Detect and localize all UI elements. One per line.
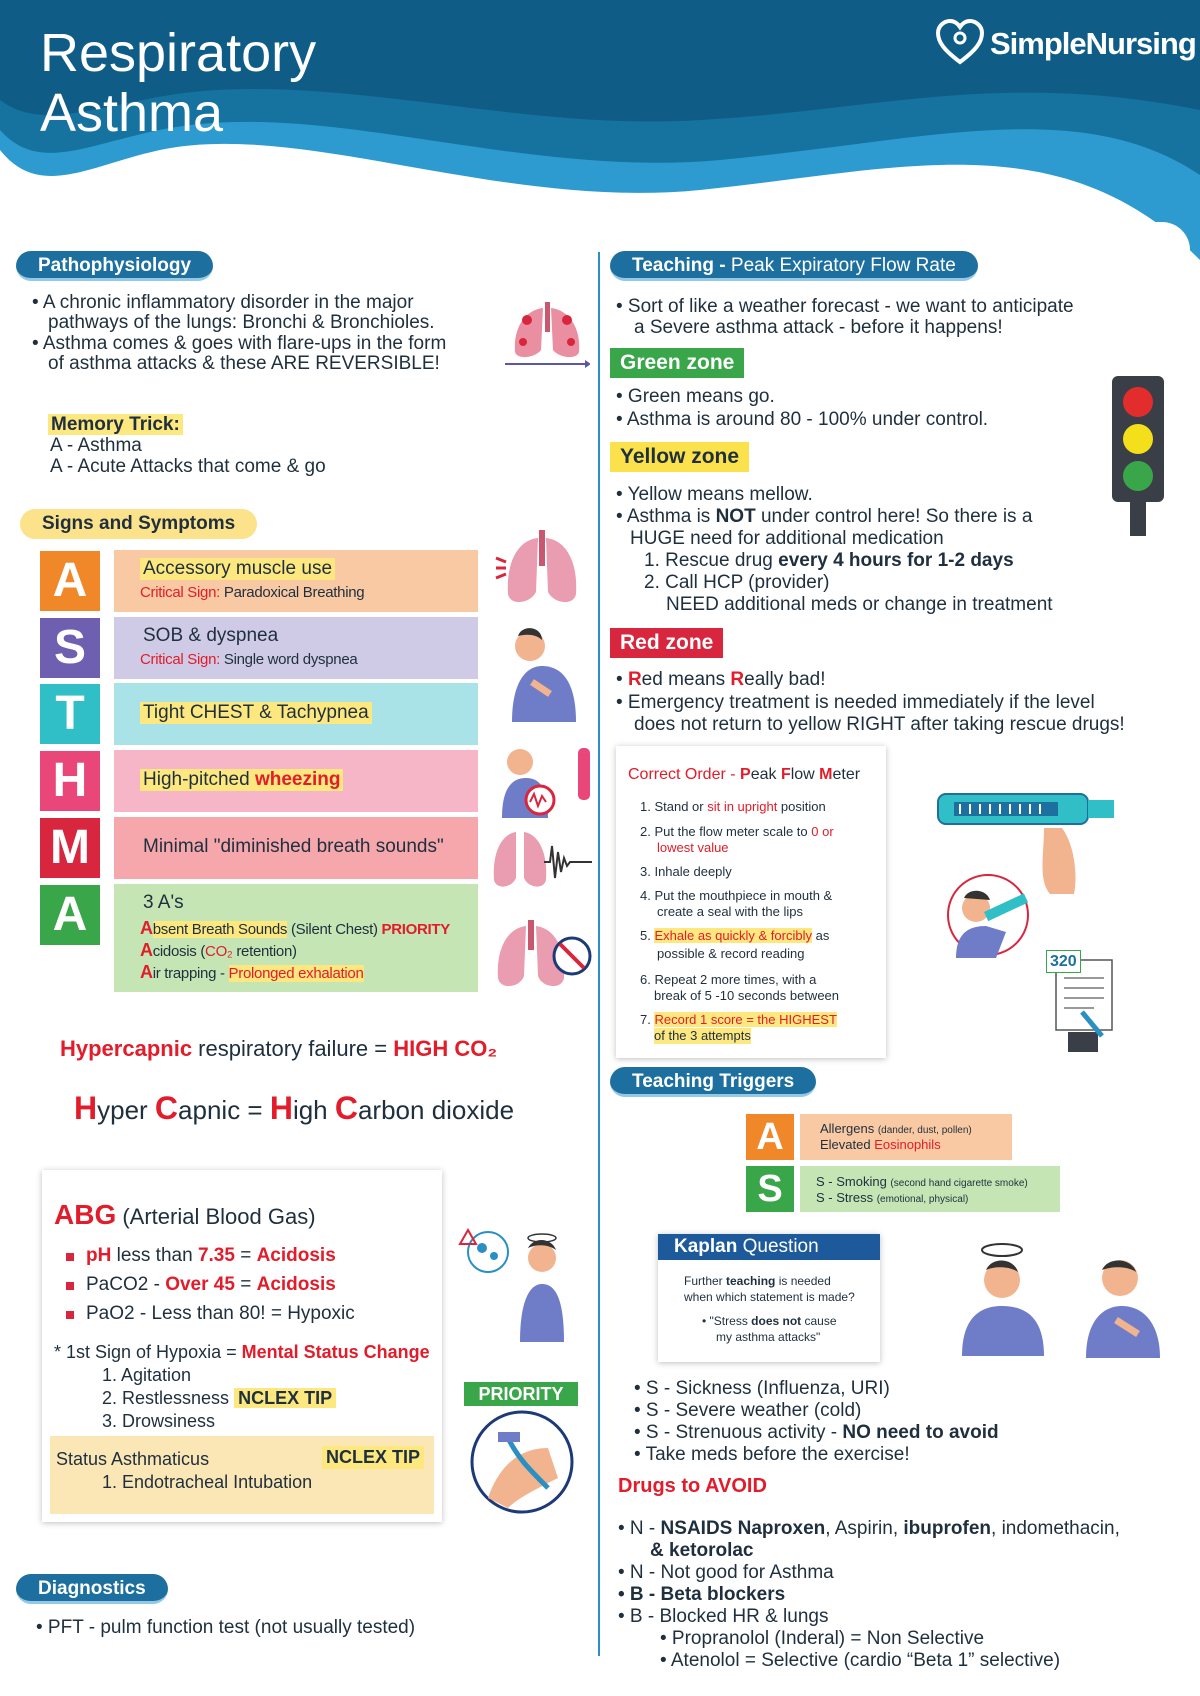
a3-retention: retention) bbox=[232, 943, 297, 960]
sign-row-3as bbox=[114, 884, 478, 992]
lungs-air-trapping-icon bbox=[490, 920, 594, 996]
smoking-detail: (second hand cigarette smoke) bbox=[890, 1178, 1028, 1189]
sign-main-wheezing: High-pitched bbox=[143, 769, 255, 790]
yellow-b2-a: • Asthma is bbox=[616, 506, 716, 527]
status-step-1: 1. Endotracheal Intubation bbox=[102, 1472, 313, 1492]
kaplan-header bbox=[658, 1234, 880, 1260]
k3-a: "Stress bbox=[709, 1314, 752, 1328]
hypoxia-person-icon bbox=[458, 1224, 582, 1342]
score-reading: 320 bbox=[1046, 950, 1081, 973]
critical-sign-text: Single word dyspnea bbox=[220, 651, 358, 668]
teaching-heading-b: Peak Expiratory Flow Rate bbox=[730, 255, 956, 276]
brand-logo: SimpleNursing bbox=[990, 26, 1196, 61]
patho-bullet-1b: pathways of the lungs: Bronchi & Bronchioles. bbox=[48, 312, 435, 333]
green-zone-label: Green zone bbox=[610, 348, 744, 378]
no-need-to-avoid: NO need to avoid bbox=[842, 1422, 999, 1443]
red-b1-c: ed means bbox=[641, 669, 731, 690]
order-title-m: M bbox=[819, 766, 833, 783]
yellow-b4-b: every 4 hours for 1-2 days bbox=[778, 550, 1014, 571]
asthma-letter-h: H bbox=[40, 751, 100, 811]
abg-pao2: PaO2 - Less than 80! = Hypoxic bbox=[86, 1303, 355, 1324]
asthma-letter-a2: A bbox=[40, 885, 100, 945]
red-b1-r: R bbox=[627, 669, 642, 690]
sign-row-wheezing bbox=[114, 750, 478, 812]
order-s2-c: lowest value bbox=[657, 840, 729, 855]
asthma-letter-t: T bbox=[40, 684, 100, 744]
order-title-low: low bbox=[790, 766, 820, 783]
page-subtitle: Asthma bbox=[40, 83, 224, 143]
mnemonic-c: C bbox=[154, 1090, 179, 1126]
order-s2-a: 2. Put the flow meter scale to bbox=[640, 824, 812, 839]
hypoxia-first-sign: * 1st Sign of Hypoxia = bbox=[54, 1342, 242, 1362]
order-s1-a: 1. Stand or bbox=[640, 799, 708, 814]
k2: when which statement is made? bbox=[684, 1290, 855, 1304]
abg-over45: Over 45 bbox=[165, 1274, 235, 1295]
order-s1-c: position bbox=[777, 799, 826, 814]
a3-air-trapping: ir trapping - bbox=[152, 965, 229, 982]
yellow-b5: 2. Call HCP (provider) bbox=[644, 572, 830, 593]
resp-failure-text: respiratory failure = bbox=[192, 1036, 394, 1061]
allergens: Allergens bbox=[820, 1121, 878, 1136]
mnemonic-apnic: apnic = bbox=[178, 1095, 270, 1125]
k1-b: teaching bbox=[726, 1274, 776, 1288]
a3-acidosis: cidosis bbox=[152, 943, 201, 960]
k3-b: does not bbox=[751, 1314, 802, 1328]
bullet-square bbox=[66, 1282, 74, 1290]
drug-n1-prefix: • N - bbox=[618, 1518, 661, 1539]
lungs-accessory-icon bbox=[492, 528, 592, 618]
drug-n2: • N - Not good for Asthma bbox=[618, 1562, 834, 1583]
order-s2-b: 0 or bbox=[811, 824, 834, 839]
order-s4-b: create a seal with the lips bbox=[657, 904, 803, 919]
bullet-square bbox=[66, 1253, 74, 1261]
teaching-intro-1: • Sort of like a weather forecast - we want to anticipate bbox=[616, 296, 1074, 317]
hypercapnic-word: Hypercapnic bbox=[60, 1036, 193, 1061]
mnemonic-h2: H bbox=[269, 1090, 293, 1126]
question-word: Question bbox=[737, 1236, 819, 1257]
priority-label: PRIORITY bbox=[381, 921, 450, 938]
lungs-diminished-icon bbox=[488, 826, 594, 896]
sign-main-accessory: Accessory muscle use bbox=[140, 558, 335, 580]
red-zone-label: Red zone bbox=[610, 628, 723, 658]
mnemonic-h: H bbox=[74, 1090, 98, 1126]
diagnostics-heading: Diagnostics bbox=[16, 1574, 168, 1604]
patho-bullet-2a: • Asthma comes & goes with flare-ups in the form bbox=[32, 333, 447, 354]
order-s4-a: 4. Put the mouthpiece in mouth & bbox=[640, 888, 833, 903]
drug-ketorolac: & ketorolac bbox=[650, 1540, 754, 1561]
pathophysiology-heading: Pathophysiology bbox=[16, 251, 213, 281]
person-dyspnea-icon bbox=[496, 622, 588, 722]
order-title-p: P bbox=[740, 766, 751, 783]
yellow-bullet-1: • Yellow means mellow. bbox=[616, 484, 813, 505]
green-bullet-2: • Asthma is around 80 - 100% under control. bbox=[616, 409, 989, 430]
allergens-detail: (dander, dust, pollen) bbox=[877, 1125, 972, 1136]
abg-ph: pH bbox=[86, 1245, 112, 1266]
abg-ph-less: less than bbox=[111, 1245, 198, 1266]
eosinophils: Eosinophils bbox=[874, 1137, 941, 1152]
yellow-b3: HUGE need for additional medication bbox=[630, 528, 944, 549]
yellow-b6: NEED additional meds or change in treatment bbox=[666, 594, 1053, 615]
yellow-b2-c: under control here! So there is a bbox=[755, 506, 1033, 527]
stressed-person-icon bbox=[952, 1240, 1058, 1356]
person-wheezing-icon bbox=[496, 744, 596, 818]
abg-equals: = bbox=[234, 1245, 257, 1266]
trigger-weather: • S - Severe weather (cold) bbox=[634, 1400, 862, 1421]
mnemonic-yper: yper bbox=[97, 1095, 155, 1125]
abg-acidosis-1: Acidosis bbox=[256, 1245, 336, 1266]
order-s1-b: sit in upright bbox=[707, 799, 778, 814]
patho-bullet-1a: • A chronic inflammatory disorder in the major bbox=[32, 292, 414, 313]
signs-symptoms-heading: Signs and Symptoms bbox=[20, 509, 257, 539]
hypoxia-step-2: 2. Restlessness bbox=[102, 1388, 230, 1408]
trigger-letter-s: S bbox=[746, 1166, 794, 1212]
red-b1-a: • bbox=[616, 669, 628, 690]
order-title-eak: eak bbox=[750, 766, 781, 783]
status-asthmaticus-label: Status Asthmaticus bbox=[56, 1449, 210, 1469]
red-b1-r2: R bbox=[730, 669, 745, 690]
yellow-zone-label: Yellow zone bbox=[610, 442, 749, 472]
stress-detail: (emotional, physical) bbox=[876, 1194, 969, 1205]
order-s7-a: Record 1 score = the HIGHEST bbox=[654, 1012, 837, 1027]
page-title: Respiratory bbox=[40, 23, 317, 83]
order-title-eter: eter bbox=[832, 766, 861, 783]
wheezing-word: wheezing bbox=[254, 769, 341, 790]
sign-main-tight-chest: Tight CHEST & Tachypnea bbox=[140, 702, 372, 724]
teaching-triggers-heading: Teaching Triggers bbox=[610, 1067, 816, 1097]
order-s7-b: of the 3 attempts bbox=[654, 1028, 751, 1043]
stress: S - Stress bbox=[816, 1190, 877, 1205]
trigger-strenuous: • S - Strenuous activity - bbox=[634, 1422, 843, 1443]
sign-row-accessory bbox=[114, 550, 478, 612]
drug-indomethacin: , indomethacin, bbox=[991, 1518, 1120, 1539]
stethoscope-heart-icon bbox=[934, 18, 986, 66]
teaching-heading-a: Teaching - bbox=[632, 255, 731, 276]
sign-main-sob: SOB & dyspnea bbox=[143, 625, 279, 646]
memory-trick-label: Memory Trick: bbox=[48, 414, 183, 435]
memory-line-2: A - Acute Attacks that come & go bbox=[50, 456, 326, 477]
a3-absent: bsent Breath Sounds bbox=[152, 921, 288, 938]
teaching-intro-2: a Severe asthma attack - before it happens! bbox=[634, 317, 1003, 338]
intubation-icon bbox=[468, 1408, 576, 1516]
mental-status-change: Mental Status Change bbox=[241, 1342, 430, 1362]
k1-c: is needed bbox=[775, 1274, 831, 1288]
sign-main-3as: 3 A's bbox=[143, 892, 184, 913]
lungs-icon bbox=[505, 300, 590, 370]
asthma-letter-a1: A bbox=[40, 551, 100, 611]
person-blowing-icon bbox=[946, 872, 1036, 958]
order-s6-a: 6. Repeat 2 more times, with a bbox=[640, 972, 817, 987]
yellow-b2-not: NOT bbox=[715, 506, 756, 527]
coughing-person-icon bbox=[1080, 1248, 1170, 1358]
abg-ph-value: 7.35 bbox=[197, 1245, 235, 1266]
nclex-tip-badge: NCLEX TIP bbox=[234, 1388, 336, 1408]
sign-row-minimal bbox=[114, 817, 478, 879]
trigger-letter-a: A bbox=[746, 1114, 794, 1160]
order-s6-b: break of 5 -10 seconds between bbox=[654, 988, 840, 1003]
abg-acidosis-2: Acidosis bbox=[256, 1274, 336, 1295]
drugs-to-avoid-heading: Drugs to AVOID bbox=[618, 1475, 767, 1497]
asthma-letter-m: M bbox=[40, 818, 100, 878]
kaplan-word: Kaplan bbox=[674, 1236, 738, 1257]
nclex-tip-badge-2: NCLEX TIP bbox=[322, 1446, 424, 1469]
k-bullet: • bbox=[702, 1314, 710, 1328]
drug-nsaids: NSAIDS Naproxen bbox=[660, 1518, 826, 1539]
memory-line-1: A - Asthma bbox=[50, 435, 142, 456]
critical-sign-label: Critical Sign: bbox=[140, 651, 220, 668]
order-title-f: F bbox=[780, 766, 791, 783]
red-b2: • Emergency treatment is needed immediately if the level bbox=[616, 692, 1095, 713]
elevated: Elevated bbox=[820, 1137, 875, 1152]
mnemonic-arbon: arbon dioxide bbox=[357, 1095, 515, 1125]
order-s5-c: possible & record reading bbox=[657, 946, 805, 961]
k4: my asthma attacks" bbox=[716, 1330, 821, 1344]
traffic-light-icon bbox=[1108, 376, 1168, 536]
a3-co2: CO₂ bbox=[205, 943, 233, 960]
sign-row-sob bbox=[114, 617, 478, 679]
drug-propranolol: • Propranolol (Inderal) = Non Selective bbox=[660, 1628, 985, 1649]
priority-badge: PRIORITY bbox=[464, 1382, 578, 1406]
red-b3: does not return to yellow RIGHT after taking rescue drugs! bbox=[634, 714, 1125, 735]
hypoxia-step-1: 1. Agitation bbox=[102, 1365, 192, 1385]
red-b1-e: eally bad! bbox=[744, 669, 826, 690]
drug-beta-blockers: • B - Beta blockers bbox=[618, 1584, 786, 1605]
critical-sign-text: Paradoxical Breathing bbox=[220, 584, 365, 601]
high-co2: HIGH CO₂ bbox=[393, 1036, 498, 1061]
diagnostics-bullet: • PFT - pulm function test (not usually tested) bbox=[36, 1617, 416, 1638]
mnemonic-c2: C bbox=[334, 1090, 358, 1126]
patho-bullet-2b: of asthma attacks & these ARE REVERSIBLE! bbox=[48, 353, 440, 374]
drug-ibuprofen: ibuprofen bbox=[903, 1518, 992, 1539]
k3-c: cause bbox=[801, 1314, 837, 1328]
hypoxia-step-3: 3. Drowsiness bbox=[102, 1411, 216, 1431]
yellow-b4-a: 1. Rescue drug bbox=[644, 550, 779, 571]
drug-blocked-hr: • B - Blocked HR & lungs bbox=[618, 1606, 829, 1627]
asthma-letter-s: S bbox=[40, 618, 100, 678]
a3-silent: (Silent Chest) bbox=[287, 921, 382, 938]
abg-title: ABG bbox=[54, 1199, 117, 1230]
abg-paco2: PaCO2 - bbox=[86, 1274, 166, 1295]
drug-aspirin: , Aspirin, bbox=[825, 1518, 904, 1539]
order-title-a: Correct Order - bbox=[628, 766, 741, 783]
green-bullet-1: • Green means go. bbox=[616, 386, 775, 407]
trigger-take-meds: • Take meds before the exercise! bbox=[634, 1444, 910, 1465]
order-s5-n: 5. bbox=[640, 928, 655, 943]
bullet-square bbox=[66, 1311, 74, 1319]
order-s5-b: as bbox=[811, 928, 830, 943]
a3-paren: ( bbox=[200, 943, 206, 960]
order-s7-n: 7. bbox=[640, 1012, 655, 1027]
column-divider bbox=[598, 252, 600, 1656]
smoking: S - Smoking bbox=[816, 1174, 891, 1189]
order-s5-a: Exhale as quickly & forcibly bbox=[654, 928, 812, 943]
critical-sign-label: Critical Sign: bbox=[140, 584, 220, 601]
abg-equals: = bbox=[234, 1274, 257, 1295]
trigger-sickness: • S - Sickness (Influenza, URI) bbox=[634, 1378, 890, 1399]
k1-a: Further bbox=[684, 1274, 727, 1288]
a3-letter-2: A bbox=[140, 940, 153, 960]
drug-atenolol: • Atenolol = Selective (cardio “Beta 1” selective) bbox=[660, 1650, 1061, 1671]
a3-letter-3: A bbox=[140, 962, 153, 982]
a3-letter-1: A bbox=[140, 918, 153, 938]
sign-row-tight-chest bbox=[114, 683, 478, 745]
mnemonic-igh: igh bbox=[292, 1095, 335, 1125]
order-s3: 3. Inhale deeply bbox=[640, 864, 732, 879]
a3-prolonged: Prolonged exhalation bbox=[228, 965, 364, 982]
abg-title-rest: (Arterial Blood Gas) bbox=[116, 1204, 316, 1229]
sign-main-minimal: Minimal "diminished breath sounds" bbox=[143, 836, 444, 857]
